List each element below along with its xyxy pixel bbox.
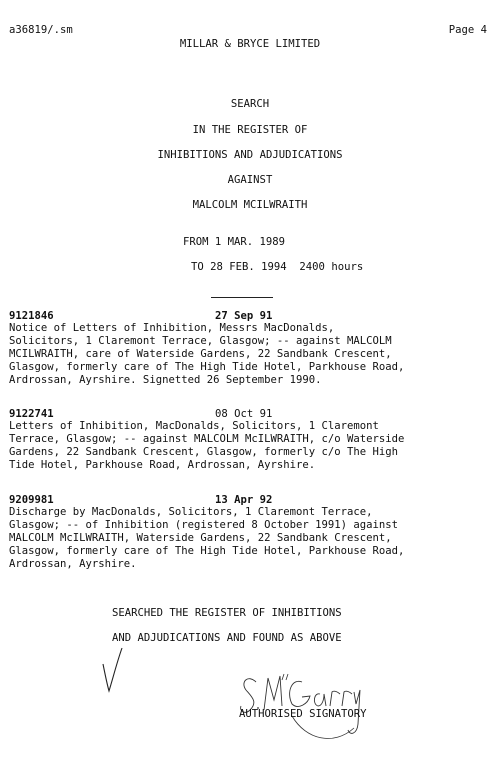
title-search: SEARCH [230, 98, 270, 110]
separator-rule [211, 297, 273, 298]
search-confirmation-line2: AND ADJUDICATIONS AND FOUND AS ABOVE [112, 632, 342, 644]
date-to: TO 28 FEB. 1994 2400 hours [191, 261, 364, 273]
entry-text: Discharge by MacDonalds, Solicitors, 1 Claremont Terrace, Glasgow; -- of Inhibition (registered 8 October 1991) against MALCOLM McILWRAITH, Waterside Gardens, 22 Sandbank Crescent, Glasgow, formerly care of The High Tide Hotel, Parkhouse Road, Ardrossan, Ayrshire. [9, 506, 405, 570]
check-mark-icon [100, 646, 130, 696]
entry-text: Letters of Inhibition, MacDonalds, Solicitors, 1 Claremont Terrace, Glasgow; -- against MALCOLM McILWRAITH, c/o Waterside Gardens, 22 Sandbank Crescent, Glasgow, formerly c/o The High Tide Hotel, Parkhouse Road, Ardrossan, Ayrshire. [9, 420, 405, 471]
title-register: IN THE REGISTER OF [192, 124, 308, 136]
subject-name: MALCOLM MCILWRAITH [192, 199, 308, 211]
entry-date: 13 Apr 92 [215, 494, 273, 506]
page-number: Page 4 [448, 24, 487, 36]
entry-date: 08 Oct 91 [215, 408, 273, 420]
entry-number: 9209981 [9, 494, 54, 506]
title-inhibitions: INHIBITIONS AND ADJUDICATIONS [157, 149, 343, 161]
entry-number: 9122741 [9, 408, 54, 420]
entry-text: Notice of Letters of Inhibition, Messrs MacDonalds, Solicitors, 1 Claremont Terrace, Glasgow; -- against MALCOLM MCILWRAITH, care of Waterside Gardens, 22 Sandbank Crescent, Glasgow, formerly care of The High Tide Hotel, Parkhouse Road, Ardrossan, Ayrshire. Signetted 26 September 1990. [9, 322, 405, 386]
file-reference: a36819/.sm [9, 24, 73, 36]
entry-number: 9121846 [9, 310, 54, 322]
company-name: MILLAR & BRYCE LIMITED [179, 38, 321, 50]
date-from: FROM 1 MAR. 1989 [183, 236, 286, 248]
entry-date: 27 Sep 91 [215, 310, 273, 322]
title-against: AGAINST [227, 174, 273, 186]
search-confirmation-line1: SEARCHED THE REGISTER OF INHIBITIONS [112, 607, 342, 619]
authorised-signatory: AUTHORISED SIGNATORY [239, 708, 367, 720]
